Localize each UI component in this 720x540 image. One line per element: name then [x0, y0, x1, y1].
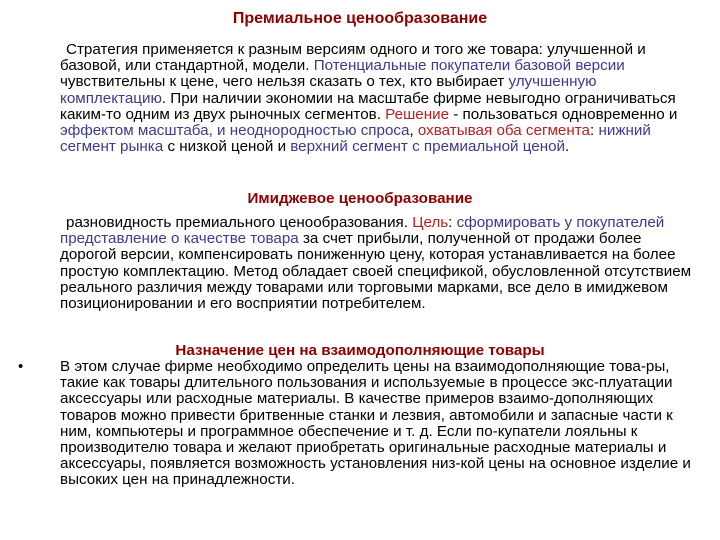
p1-scale-effect: эффектом масштаба, и неоднородностью спроса [60, 122, 410, 140]
p1-text: . При наличии экономии на масштабе фирме невыгодно ограничиваться каким-то одним из двух рыночных сегментов. [60, 89, 676, 123]
p1-text: , [409, 122, 418, 140]
p1-both-segments: охватывая оба сегмента [417, 122, 590, 140]
p1-text: чувствительны к цене, чего нельзя сказать о тех, кто выбирает [60, 73, 509, 91]
subtitle-image-pricing: Имиджевое ценообразование [247, 190, 473, 207]
p1-improved-config: улучшенную комплектацию [60, 73, 597, 107]
p2-goal-label: Цель [412, 214, 449, 231]
paragraph-complementary-goods: В этом случае фирме необходимо определить цены на взаимодополняющие това-ры, такие как товары длительного пользования и используемые в процессе экс-плуатации аксессуары или расходные материалы. В качестве примеров взаимо-дополняющих товаров можно привести бритвенные станки и лезвия, автомобили и запасные части к ним, компьютеры и программное обеспечение и т. д. Если по-купатели лояльны к производителю товара и желают приобретать оригинальные расходные материалы и аксессуары, появляется возможность установления низ-кой цены на основное изделие и высоких цен на принадлежности. [60, 358, 691, 489]
bullet-marker: • [18, 358, 24, 375]
p2-text: разновидность премиального ценообразования. [66, 214, 413, 231]
p1-intro: Стратегия применяется к разным версиям одного и того же товара: улучшенной и базовой, или стандартной, модели. [60, 41, 646, 75]
p1-text: : [590, 122, 599, 140]
p1-upper-segment: верхний сегмент с премиальной ценой [290, 138, 566, 156]
p2-goal-text: сформировать у покупателей представление о качестве товара [60, 214, 665, 248]
subtitle-complementary-goods: Назначение цен на взаимодополняющие товары [175, 342, 545, 359]
p1-text: - пользоваться одновременно и [449, 105, 678, 123]
paragraph-premium-pricing [60, 42, 700, 155]
p1-lower-segment: нижний сегмент рынка [60, 122, 651, 156]
slide-title: Премиальное ценообразование [232, 10, 488, 27]
p1-solution-label: Решение [385, 105, 450, 123]
p2-text: : [448, 214, 457, 231]
p2-text: за счет прибыли, полученной от продажи более дорогой версии, компенсировать пониженную цену, которая устанавливается на более простую комплектацию. Метод обладает своей спецификой, обусловленной отсутствием реального различия между товарами или торговыми марками, все дело в имиджевом позиционировании и его восприятии потребителем. [60, 230, 692, 313]
paragraph-image-pricing [60, 215, 700, 312]
p1-text: с низкой ценой и [163, 138, 291, 156]
p1-text: . [565, 138, 570, 156]
p1-potential-buyers: Потенциальные покупатели базовой версии [313, 57, 625, 75]
